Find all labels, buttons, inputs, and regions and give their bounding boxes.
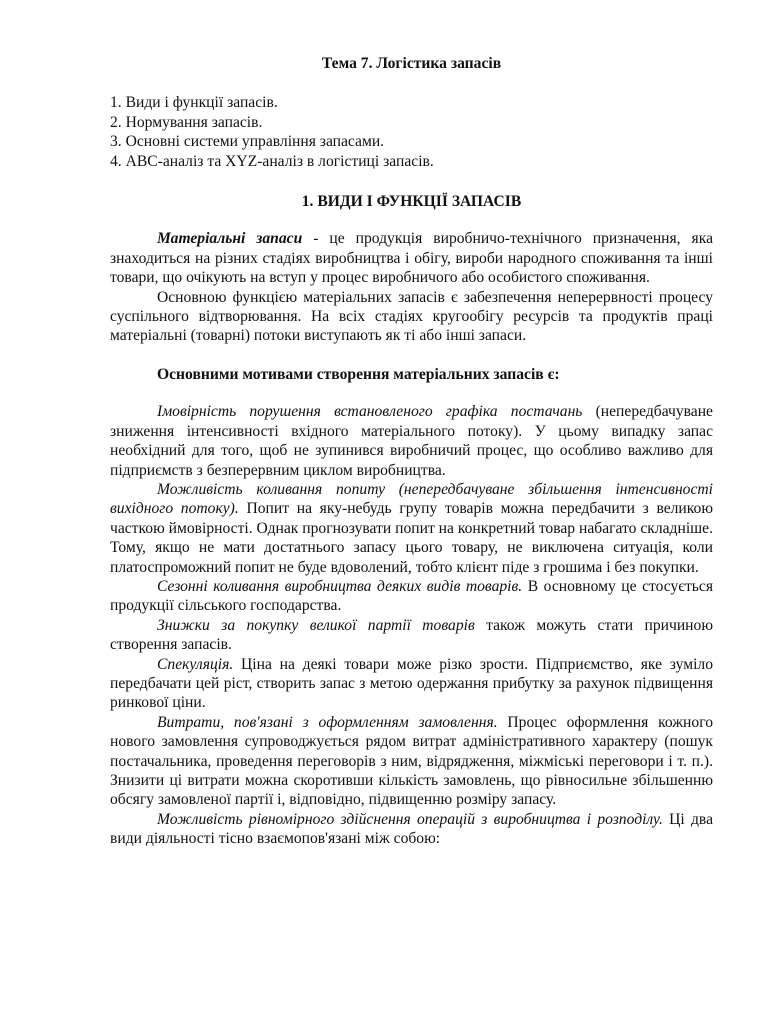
toc-item: 4. АВС-аналіз та XYZ-аналіз в логістиці запасів. [110, 152, 434, 170]
term: Імовірність порушення встановленого графіка постачань [157, 403, 583, 421]
paragraph-text: Ціна на деякі товари може різко зрости. Підприємство, яке зуміло передбачати цей ріст, створить запас з метою одержання прибутку за рахунок підвищення ринкової ціни. [110, 655, 713, 712]
paragraph-text: Попит на яку-небудь групу товарів можна передбачити з великою часткою ймовірності. Однак прогнозувати попит на конкретний товар набагато складніше. Тому, якщо не мати достатнього запасу цього товару, не виключена ситуація, коли платоспроможний попит не буде вдоволений, тобто клієнт піде з грошима і без покупки. [110, 500, 714, 576]
paragraph-text: Ці два види діяльності тісно взаємопов'язані між собою: [110, 810, 713, 848]
toc-item: 2. Нормування запасів. [110, 113, 263, 131]
paragraph-text: також можуть стати причиною створення запасів. [110, 616, 713, 654]
paragraph [110, 655, 713, 713]
page-title: Тема 7. Логістика запасів [321, 55, 502, 72]
paragraph-text: (непередбачуване зниження інтенсивності вхідного матеріального потоку). У цьому випадку запас необхідний для того, щоб не зупинився виробничий процес, що особливо важливо для підприємств з безперервним циклом виробництва. [110, 403, 713, 479]
term: Матеріальні запаси [157, 230, 303, 248]
term: Знижки за покупку великої партії товарів [157, 616, 475, 634]
paragraph [110, 288, 713, 346]
table-of-contents [110, 93, 713, 171]
term: Спекуляція. [157, 655, 234, 673]
term: Можливість коливання попиту (непередбачуване збільшення інтенсивності вихідного потоку). [110, 480, 713, 518]
term: Можливість рівномірного здійснення операцій з виробництва і розподілу. [157, 810, 663, 828]
paragraph [110, 402, 713, 480]
spacer [110, 346, 713, 365]
toc-item: 1. Види і функції запасів. [110, 94, 278, 112]
paragraph [110, 713, 713, 810]
paragraph [110, 616, 713, 655]
paragraph [110, 577, 713, 616]
paragraph-text: В основному це стосується продукції сільського господарства. [110, 577, 714, 615]
term: Сезонні коливання виробництва деяких видів товарів. [157, 577, 523, 595]
paragraph-text: - це продукція виробничо-технічного призначення, яка знаходиться на різних стадіях виробництва і обігу, вироби народного споживання та інші товари, що очікують на вступ у процес виробничого або особистого споживання. [110, 230, 713, 287]
paragraph-text: Основною функцією матеріальних запасів є забезпечення неперервності процесу суспільного відтворювання. На всіх стадіях кругообігу ресурсів та продуктів праці матеріальні (товарні) потоки виступають як ті або інші запаси. [110, 288, 713, 345]
section-title: 1. ВИДИ І ФУНКЦІЇ ЗАПАСІВ [301, 193, 522, 211]
term: Витрати, пов'язані з оформленням замовлення. [157, 713, 498, 731]
toc-item: 3. Основні системи управління запасами. [110, 133, 385, 151]
motives-heading: Основними мотивами створення матеріальних запасів є: [157, 365, 560, 383]
paragraph [110, 480, 713, 577]
paragraph-text: Процес оформлення кожного нового замовлення супроводжується рядом витрат адміністративного характеру (пошук постачальника, проведення переговорів з ним, відрядження, міжміські переговори і т. п.). Знизити ці витрати можна скоротивши кількість замовлень, що рівносильне збільшенню обсягу замовленої партії і, відповідно, підвищенню розміру запасу. [110, 713, 714, 809]
paragraph [110, 810, 713, 849]
paragraph [110, 229, 713, 287]
